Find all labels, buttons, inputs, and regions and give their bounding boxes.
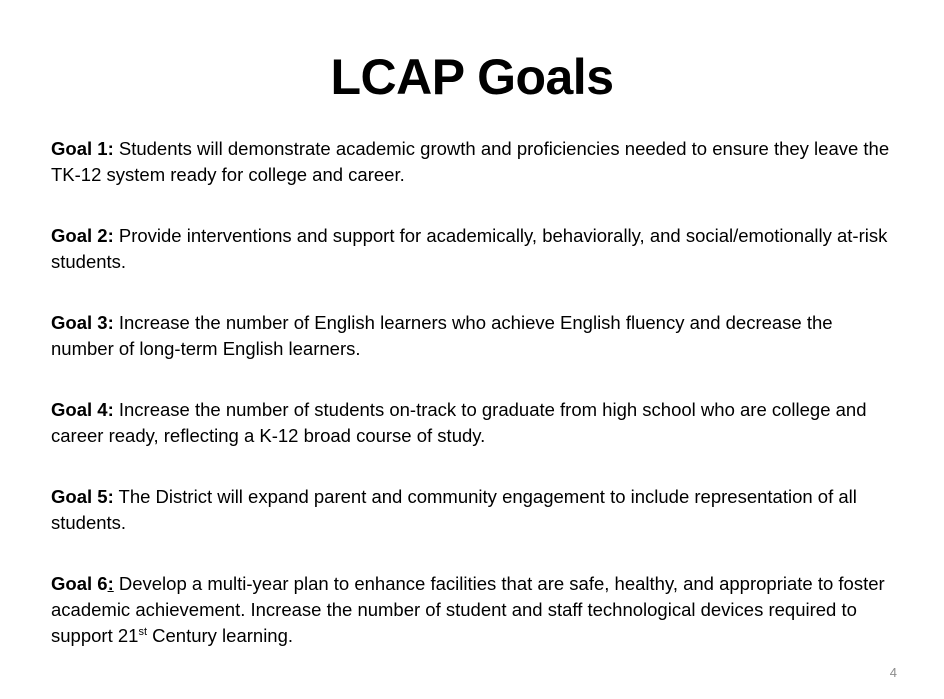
goal-1-label: Goal 1: [51, 138, 108, 159]
goals-list: [51, 136, 896, 684]
goal-2-label: Goal 2: [51, 225, 108, 246]
goal-4-colon: :: [107, 399, 114, 420]
goal-5-colon: :: [107, 486, 114, 507]
goal-5: [51, 484, 896, 536]
goal-4-text: Increase the number of students on-track to graduate from high school who are college and career ready, reflecting a K-12 broad course of study.: [51, 399, 867, 446]
goal-3: [51, 310, 896, 362]
goal-6-superscript: st: [138, 625, 147, 638]
goal-2-colon: :: [107, 225, 114, 246]
goal-4: [51, 397, 896, 449]
goal-6-text-end: Century learning.: [147, 625, 294, 646]
goal-3-label: Goal 3: [51, 312, 108, 333]
goal-3-text: Increase the number of English learners who achieve English fluency and decrease the number of long-term English learners.: [51, 312, 833, 359]
goal-1-colon: :: [107, 138, 114, 159]
goal-2: [51, 223, 896, 275]
goal-2-text: Provide interventions and support for academically, behaviorally, and social/emotionally at-risk students.: [51, 225, 888, 272]
goal-5-label: Goal 5: [51, 486, 108, 507]
goal-6-label: Goal 6: [51, 573, 108, 594]
goal-4-label: Goal 4: [51, 399, 108, 420]
slide-title: LCAP Goals: [330, 49, 614, 105]
goal-3-colon: :: [107, 312, 114, 333]
goal-5-text: The District will expand parent and community engagement to include representation of all students.: [51, 486, 857, 533]
goal-6: [51, 571, 896, 649]
goal-6-text: Develop a multi-year plan to enhance facilities that are safe, healthy, and appropriate to foster academic achievement. Increase the number of student and staff technological devices required to support 21: [51, 573, 885, 646]
goal-6-colon: :: [107, 573, 114, 594]
goal-1-text: Students will demonstrate academic growth and proficiencies needed to ensure they leave the TK-12 system ready for college and career.: [51, 138, 890, 185]
goal-1: [51, 136, 896, 188]
page-number: 4: [889, 665, 897, 680]
